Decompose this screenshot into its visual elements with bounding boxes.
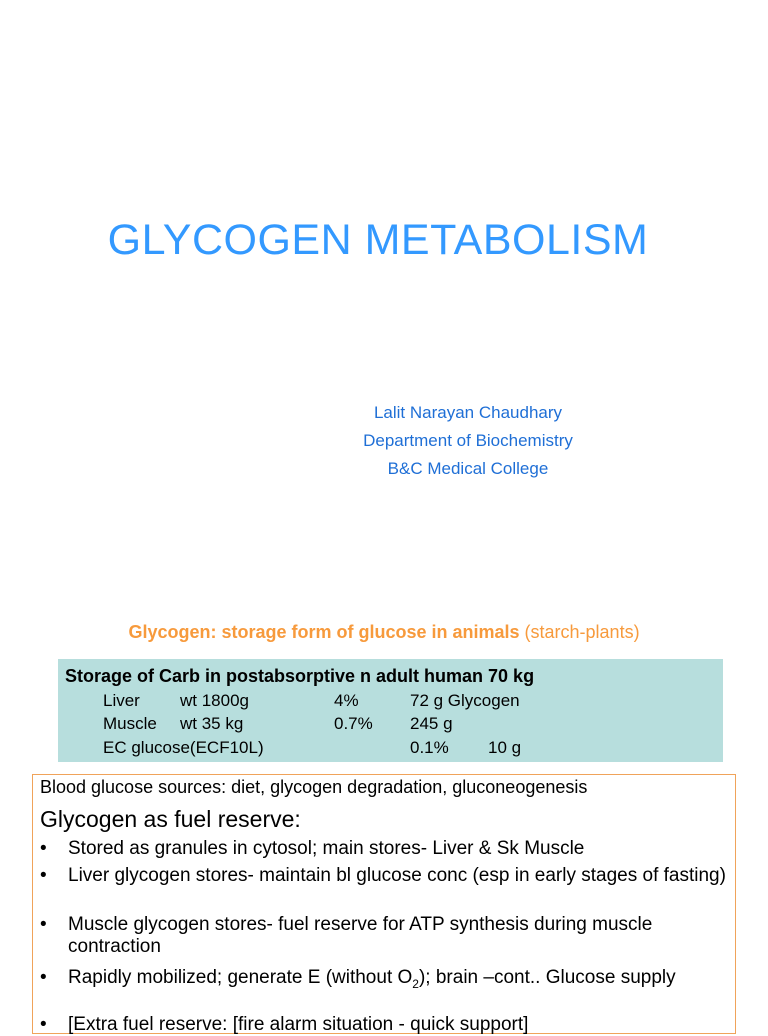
bullet-marker: • [40, 865, 47, 886]
storage-row-amount: 72 g Glycogen [410, 691, 520, 710]
storage-row-label: Liver [103, 691, 140, 710]
storage-row-label: EC glucose(ECF10L) [103, 738, 264, 757]
storage-row-percent: 0.1% [410, 738, 449, 757]
list-item: Liver glycogen stores- maintain bl glucose conc (esp in early stages of fasting) [68, 865, 726, 886]
subscript-two: 2 [412, 976, 419, 991]
list-item-text: Rapidly mobilized; generate E (without O [68, 967, 413, 988]
storage-row-amount: 245 g [410, 714, 453, 733]
list-item: [Extra fuel reserve: [fire alarm situation - quick support] [68, 1014, 529, 1035]
storage-row-weight: wt 1800g [180, 691, 249, 710]
page-title: GLYCOGEN METABOLISM [107, 216, 649, 264]
list-item [68, 967, 728, 995]
storage-heading: Storage of Carb in postabsorptive n adult human 70 kg [65, 666, 535, 686]
list-item: Muscle glycogen stores- fuel reserve for ATP synthesis during muscle contraction [68, 914, 653, 957]
storage-row-percent: 4% [334, 691, 359, 710]
list-item-text: ); brain –cont.. Glucose supply [418, 967, 676, 988]
subtitle-bold: Glycogen: storage form of glucose in animals [128, 622, 520, 642]
storage-row-amount: 10 g [488, 738, 522, 757]
author-department: Department of Biochemistry [363, 431, 573, 450]
bullet-marker: • [40, 1014, 47, 1035]
subtitle-normal: (starch-plants) [524, 622, 640, 642]
author-college: B&C Medical College [387, 459, 549, 478]
slide-subtitle [0, 622, 768, 643]
list-item: Stored as granules in cytosol; main stores- Liver & Sk Muscle [68, 838, 585, 859]
storage-row-percent: 0.7% [334, 714, 373, 733]
bullet-marker: • [40, 967, 47, 988]
storage-row-weight: wt 35 kg [180, 714, 244, 733]
bullet-marker: • [40, 914, 47, 935]
author-name: Lalit Narayan Chaudhary [373, 403, 563, 422]
fuel-reserve-heading: Glycogen as fuel reserve: [40, 806, 301, 832]
bullet-marker: • [40, 838, 47, 859]
blood-glucose-sources: Blood glucose sources: diet, glycogen degradation, gluconeogenesis [40, 777, 588, 797]
storage-row-label: Muscle [103, 714, 157, 733]
